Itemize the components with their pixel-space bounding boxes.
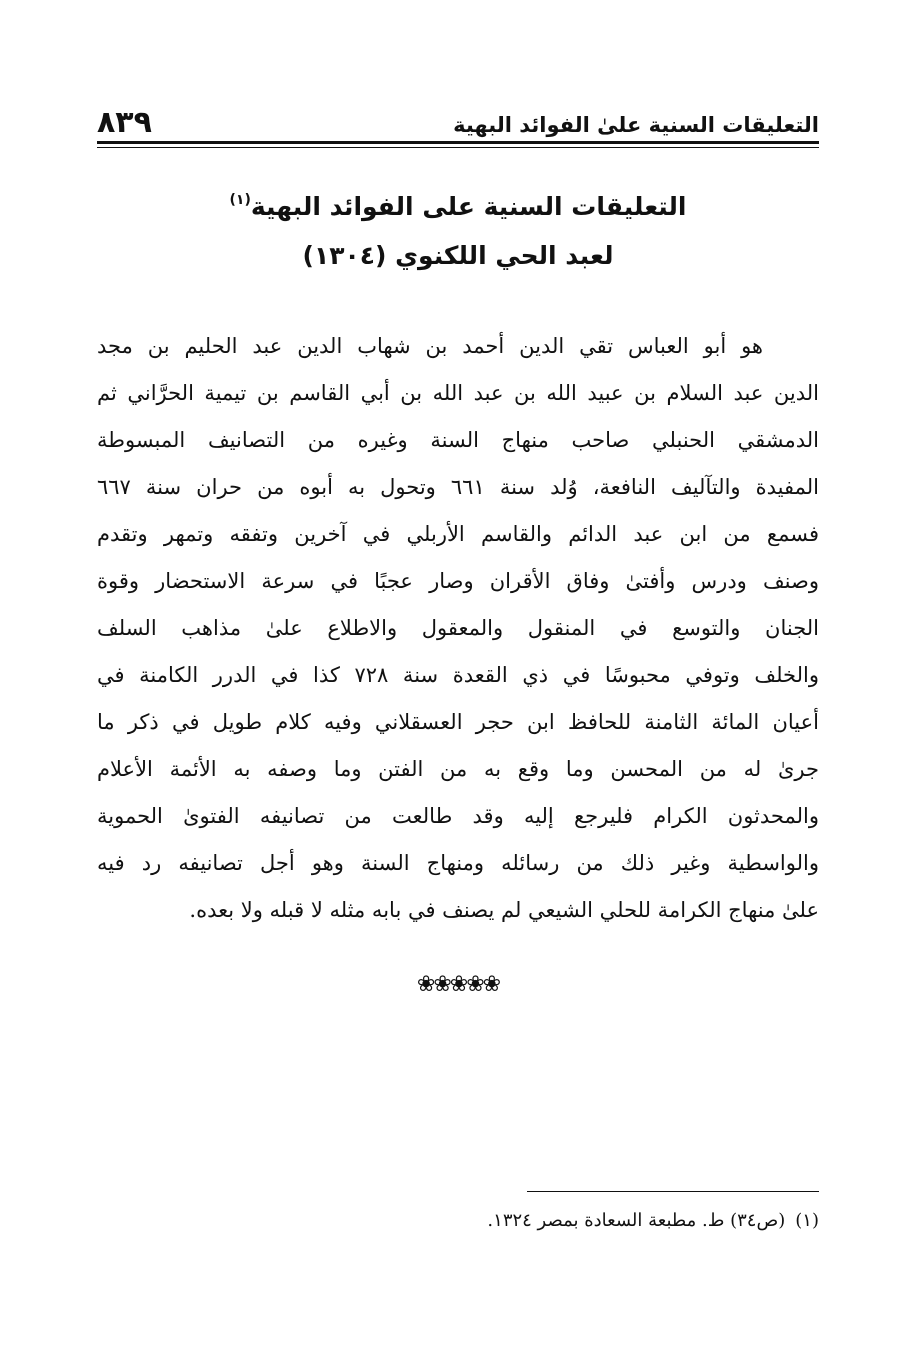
- body-line: والمحدثون الكرام فليرجع إليه وقد طالعت من تصانيفه الفتوىٰ الحموية: [97, 804, 819, 828]
- body-line: وصنف ودرس وأفتىٰ وفاق الأقران وصار عجبًا في سرعة الاستحضار وقوة: [97, 569, 819, 593]
- running-head-title: التعليقات السنية علىٰ الفوائد البهية: [453, 113, 819, 137]
- footnote: [487, 1206, 819, 1236]
- section-ornament-icon: ❀❀❀❀❀: [416, 972, 500, 997]
- body-line: والواسطية وغير ذلك من رسائله ومنهاج السنة وهو أجل تصانيفه رد فيه: [97, 851, 819, 875]
- footnote-separator: [527, 1191, 819, 1192]
- chapter-title-text: التعليقات السنية على الفوائد البهية: [250, 192, 687, 221]
- body-line: الدين عبد السلام بن عبيد الله بن عبد الله بن أبي القاسم بن تيمية الحرَّاني ثم: [97, 381, 819, 405]
- body-line: فسمع من ابن عبد الدائم والقاسم الأربلي في آخرين وتفقه وتمهر وتقدم: [97, 522, 819, 546]
- body-line: المفيدة والتآليف النافعة، وُلد سنة ٦٦١ وتحول به أبوه من حران سنة ٦٦٧: [97, 475, 819, 499]
- body-line: والخلف وتوفي محبوسًا في ذي القعدة سنة ٧٢٨ كذا في الدرر الكامنة في: [97, 663, 819, 687]
- body-line: الجنان والتوسع في المنقول والمعقول والاطلاع علىٰ مذاهب السلف: [97, 616, 819, 640]
- footnote-text: (ص٣٤) ط. مطبعة السعادة بمصر ١٣٢٤.: [487, 1210, 786, 1231]
- page-number: ٨٣٩: [97, 105, 152, 140]
- body-line: الدمشقي الحنبلي صاحب منهاج السنة وغيره من التصانيف المبسوطة: [97, 428, 819, 452]
- body-line: جرىٰ له من المحسن وما وقع به من الفتن وما وصفه به الأئمة الأعلام: [97, 757, 819, 781]
- chapter-subtitle: لعبد الحي اللكنوي (١٣٠٤): [302, 241, 614, 270]
- body-line: أعيان المائة الثامنة للحافظ ابن حجر العسقلاني وفيه كلام طويل في ذكر ما: [97, 710, 819, 734]
- footnote-reference[interactable]: (١): [229, 192, 251, 208]
- body-line: هو أبو العباس تقي الدين أحمد بن شهاب الدين عبد الحليم بن مجد: [97, 334, 763, 358]
- chapter-title: [97, 180, 819, 227]
- body-line: علىٰ منهاج الكرامة للحلي الشيعي لم يصنف في بابه مثله لا قبله ولا بعده.: [189, 898, 819, 922]
- body-paragraph: [97, 323, 819, 934]
- header-rule-thin: [97, 147, 819, 148]
- footnote-marker: (١): [795, 1210, 819, 1231]
- header-rule-thick: [97, 141, 819, 144]
